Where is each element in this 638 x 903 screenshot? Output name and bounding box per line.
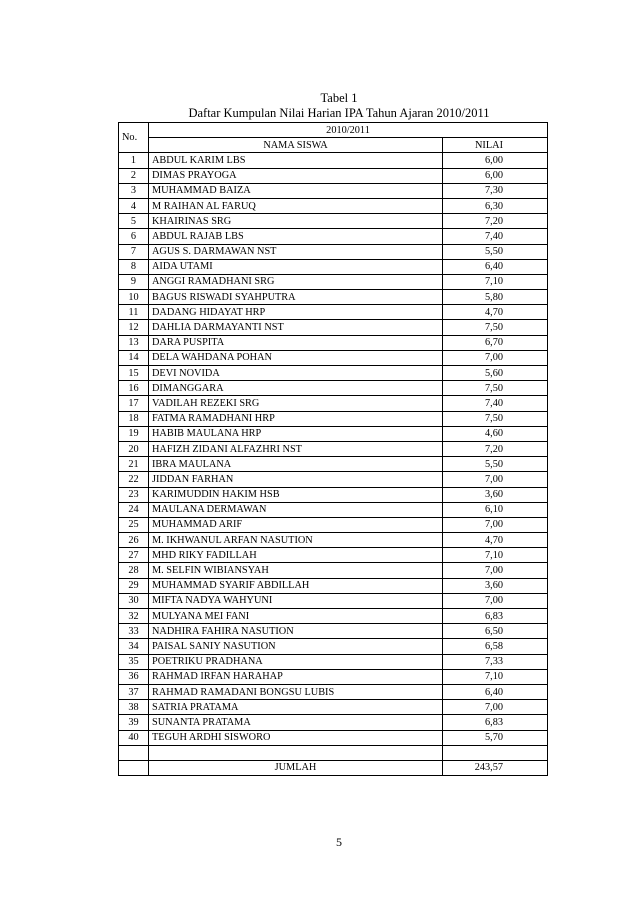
student-name: DIMANGGARA (149, 381, 443, 396)
student-score: 7,00 (443, 563, 548, 578)
student-name: RAHMAD IRFAN HARAHAP (149, 669, 443, 684)
student-name: AGUS S. DARMAWAN NST (149, 244, 443, 259)
student-name: ABDUL KARIM LBS (149, 153, 443, 168)
row-number: 18 (119, 411, 149, 426)
student-name: DELA WAHDANA POHAN (149, 350, 443, 365)
table-row (119, 259, 548, 274)
table-row (119, 457, 548, 472)
student-score: 7,00 (443, 593, 548, 608)
row-number: 35 (119, 654, 149, 669)
student-name: IBRA MAULANA (149, 457, 443, 472)
student-name: HABIB MAULANA HRP (149, 426, 443, 441)
student-score: 6,40 (443, 684, 548, 699)
student-score: 6,30 (443, 198, 548, 213)
student-score: 7,00 (443, 350, 548, 365)
table-row (119, 684, 548, 699)
student-name: MULYANA MEI FANI (149, 609, 443, 624)
student-score: 7,00 (443, 517, 548, 532)
student-name: PAISAL SANIY NASUTION (149, 639, 443, 654)
row-number: 6 (119, 229, 149, 244)
student-name: SATRIA PRATAMA (149, 700, 443, 715)
student-name: RAHMAD RAMADANI BONGSU LUBIS (149, 684, 443, 699)
grades-table (118, 122, 548, 776)
student-name: FATMA RAMADHANI HRP (149, 411, 443, 426)
page-number: 5 (336, 835, 342, 849)
table-row (119, 198, 548, 213)
row-number: 14 (119, 350, 149, 365)
student-score: 7,50 (443, 381, 548, 396)
student-score: 6,70 (443, 335, 548, 350)
row-number: 10 (119, 290, 149, 305)
row-number: 22 (119, 472, 149, 487)
row-number: 1 (119, 153, 149, 168)
student-score: 3,60 (443, 578, 548, 593)
header-row-columns (119, 138, 548, 153)
total-label: JUMLAH (149, 760, 443, 775)
table-row (119, 730, 548, 745)
row-number: 5 (119, 214, 149, 229)
student-name: MUHAMMAD SYARIF ABDILLAH (149, 578, 443, 593)
row-number: 23 (119, 487, 149, 502)
row-number: 25 (119, 517, 149, 532)
row-number: 11 (119, 305, 149, 320)
student-name: VADILAH REZEKI SRG (149, 396, 443, 411)
table-row (119, 533, 548, 548)
student-name: AIDA UTAMI (149, 259, 443, 274)
table-row (119, 274, 548, 289)
student-score: 6,40 (443, 259, 548, 274)
student-name: JIDDAN FARHAN (149, 472, 443, 487)
student-name: BAGUS RISWADI SYAHPUTRA (149, 290, 443, 305)
student-score: 7,20 (443, 214, 548, 229)
year-header: 2010/2011 (149, 123, 548, 138)
name-header: NAMA SISWA (149, 138, 443, 153)
student-score: 6,83 (443, 715, 548, 730)
student-score: 4,60 (443, 426, 548, 441)
student-name: HAFIZH ZIDANI ALFAZHRI NST (149, 441, 443, 456)
row-number: 26 (119, 533, 149, 548)
no-header: No. (119, 123, 149, 153)
student-name: TEGUH ARDHI SISWORO (149, 730, 443, 745)
student-score: 6,50 (443, 624, 548, 639)
row-number: 17 (119, 396, 149, 411)
row-number: 39 (119, 715, 149, 730)
table-row (119, 396, 548, 411)
table-row (119, 517, 548, 532)
student-score: 6,58 (443, 639, 548, 654)
student-name: M RAIHAN AL FARUQ (149, 198, 443, 213)
student-name: SUNANTA PRATAMA (149, 715, 443, 730)
empty-cell (119, 745, 149, 760)
table-row (119, 366, 548, 381)
row-number: 32 (119, 609, 149, 624)
student-score: 7,30 (443, 183, 548, 198)
row-number: 12 (119, 320, 149, 335)
student-name: MAULANA DERMAWAN (149, 502, 443, 517)
table-row (119, 153, 548, 168)
table-row (119, 639, 548, 654)
row-number: 30 (119, 593, 149, 608)
student-name: DADANG HIDAYAT HRP (149, 305, 443, 320)
table-row (119, 229, 548, 244)
table-row (119, 700, 548, 715)
student-name: DEVI NOVIDA (149, 366, 443, 381)
table-row (119, 715, 548, 730)
student-score: 7,40 (443, 396, 548, 411)
row-number: 34 (119, 639, 149, 654)
table-row (119, 183, 548, 198)
student-score: 7,40 (443, 229, 548, 244)
row-number: 7 (119, 244, 149, 259)
student-name: ABDUL RAJAB LBS (149, 229, 443, 244)
table-row (119, 350, 548, 365)
student-score: 7,00 (443, 700, 548, 715)
table-row (119, 305, 548, 320)
empty-row (119, 745, 548, 760)
row-number: 33 (119, 624, 149, 639)
student-score: 6,83 (443, 609, 548, 624)
student-name: MUHAMMAD BAIZA (149, 183, 443, 198)
table-row (119, 426, 548, 441)
student-score: 7,10 (443, 274, 548, 289)
table-row (119, 335, 548, 350)
row-number: 28 (119, 563, 149, 578)
student-name: MIFTA NADYA WAHYUNI (149, 593, 443, 608)
student-name: DIMAS PRAYOGA (149, 168, 443, 183)
student-score: 7,20 (443, 441, 548, 456)
student-score: 6,00 (443, 168, 548, 183)
row-number: 24 (119, 502, 149, 517)
total-value: 243,57 (443, 760, 548, 775)
row-number: 20 (119, 441, 149, 456)
total-row (119, 760, 548, 775)
row-number: 8 (119, 259, 149, 274)
table-row (119, 548, 548, 563)
student-score: 7,00 (443, 472, 548, 487)
student-score: 4,70 (443, 305, 548, 320)
total-empty-cell (119, 760, 149, 775)
student-score: 4,70 (443, 533, 548, 548)
table-row (119, 381, 548, 396)
student-score: 7,50 (443, 320, 548, 335)
table-row (119, 593, 548, 608)
student-name: DAHLIA DARMAYANTI NST (149, 320, 443, 335)
table-row (119, 624, 548, 639)
student-score: 7,33 (443, 654, 548, 669)
student-name: ANGGI RAMADHANI SRG (149, 274, 443, 289)
row-number: 15 (119, 366, 149, 381)
student-name: M. IKHWANUL ARFAN NASUTION (149, 533, 443, 548)
row-number: 16 (119, 381, 149, 396)
table-row (119, 563, 548, 578)
student-name: POETRIKU PRADHANA (149, 654, 443, 669)
table-row (119, 654, 548, 669)
table-row (119, 214, 548, 229)
table-row (119, 609, 548, 624)
row-number: 37 (119, 684, 149, 699)
student-score: 5,70 (443, 730, 548, 745)
table-label: Tabel 1 (320, 91, 358, 105)
student-name: MHD RIKY FADILLAH (149, 548, 443, 563)
student-score: 5,50 (443, 244, 548, 259)
student-name: DARA PUSPITA (149, 335, 443, 350)
table-row (119, 168, 548, 183)
table-row (119, 472, 548, 487)
table-row (119, 441, 548, 456)
row-number: 29 (119, 578, 149, 593)
table-row (119, 502, 548, 517)
student-name: M. SELFIN WIBIANSYAH (149, 563, 443, 578)
row-number: 36 (119, 669, 149, 684)
table-row (119, 244, 548, 259)
row-number: 3 (119, 183, 149, 198)
value-header: NILAI (443, 138, 548, 153)
row-number: 19 (119, 426, 149, 441)
header-row-year (119, 123, 548, 138)
student-score: 5,80 (443, 290, 548, 305)
empty-cell (149, 745, 443, 760)
row-number: 4 (119, 198, 149, 213)
table-row (119, 411, 548, 426)
row-number: 27 (119, 548, 149, 563)
student-score: 7,10 (443, 548, 548, 563)
table-row (119, 290, 548, 305)
table-row (119, 487, 548, 502)
student-name: MUHAMMAD ARIF (149, 517, 443, 532)
student-name: NADHIRA FAHIRA NASUTION (149, 624, 443, 639)
row-number: 40 (119, 730, 149, 745)
student-score: 6,00 (443, 153, 548, 168)
student-name: KARIMUDDIN HAKIM HSB (149, 487, 443, 502)
table-row (119, 320, 548, 335)
student-score: 5,50 (443, 457, 548, 472)
row-number: 13 (119, 335, 149, 350)
student-score: 3,60 (443, 487, 548, 502)
table-row (119, 669, 548, 684)
empty-cell (443, 745, 548, 760)
row-number: 21 (119, 457, 149, 472)
student-score: 7,10 (443, 669, 548, 684)
table-row (119, 578, 548, 593)
table-title: Daftar Kumpulan Nilai Harian IPA Tahun Ajaran 2010/2011 (188, 106, 490, 120)
student-name: KHAIRINAS SRG (149, 214, 443, 229)
row-number: 2 (119, 168, 149, 183)
student-score: 5,60 (443, 366, 548, 381)
student-score: 6,10 (443, 502, 548, 517)
row-number: 9 (119, 274, 149, 289)
student-score: 7,50 (443, 411, 548, 426)
row-number: 38 (119, 700, 149, 715)
